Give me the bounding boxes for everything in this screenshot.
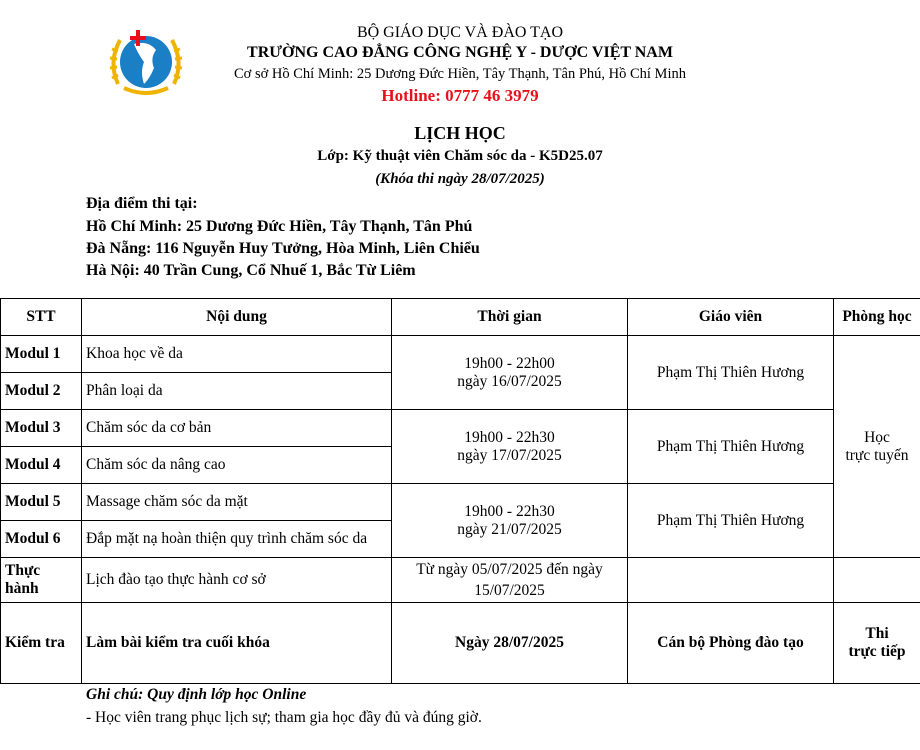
header-content: Nội dung — [82, 299, 392, 336]
row-content: Đắp mặt nạ hoàn thiện quy trình chăm sóc da — [82, 521, 392, 558]
ministry-name: BỘ GIÁO DỤC VÀ ĐÀO TẠO — [356, 24, 564, 41]
time-date: ngày 21/07/2025 — [457, 520, 562, 538]
row-stt: Modul 6 — [1, 521, 82, 558]
table-row — [1, 558, 920, 603]
practice-time-cell — [392, 558, 628, 603]
exam-room-cell — [834, 603, 920, 684]
row-content: Làm bài kiểm tra cuối khóa — [82, 603, 392, 684]
exam-room-line-2: trực tiếp — [848, 643, 906, 660]
school-name: TRƯỜNG CAO ĐẲNG CÔNG NGHỆ Y - DƯỢC VIỆT NAM — [247, 44, 673, 61]
hotline: Hotline: 0777 46 3979 — [381, 86, 539, 105]
exam-time-cell: Ngày 28/07/2025 — [392, 603, 628, 684]
practice-room-cell — [834, 558, 920, 603]
row-stt: Modul 3 — [1, 410, 82, 447]
header-time: Thời gian — [392, 299, 628, 336]
row-stt: Kiểm tra — [1, 603, 82, 684]
time-range: 19h00 - 22h30 — [464, 502, 555, 520]
table-row — [1, 603, 920, 684]
time-date: ngày 16/07/2025 — [457, 372, 562, 390]
notes-item: - Học viên trang phục lịch sự; tham gia học đầy đủ và đúng giờ. — [86, 709, 482, 726]
row-stt: Modul 5 — [1, 484, 82, 521]
row-stt: Modul 4 — [1, 447, 82, 484]
exam-teacher-cell: Cán bộ Phòng đào tạo — [628, 603, 834, 684]
exam-room-line-1: Thi — [865, 625, 889, 642]
practice-time-line-1: Từ ngày 05/07/2025 đến ngày — [416, 561, 603, 578]
row-content: Lịch đào tạo thực hành cơ sở — [82, 558, 392, 603]
row-stt: Modul 2 — [1, 373, 82, 410]
row-content: Chăm sóc da nâng cao — [82, 447, 392, 484]
header-teacher: Giáo viên — [628, 299, 834, 336]
practice-teacher-cell — [628, 558, 834, 603]
location-hcm: Hồ Chí Minh: 25 Dương Đức Hiền, Tây Thạnh, Tân Phú — [86, 218, 473, 235]
row-content: Chăm sóc da cơ bản — [82, 410, 392, 447]
page-title: LỊCH HỌC — [414, 123, 506, 143]
schedule-table — [0, 298, 920, 684]
notes-title: Ghi chú: Quy định lớp học Online — [86, 686, 307, 703]
practice-time-line-2: 15/07/2025 — [474, 582, 545, 599]
room-line-2: trực tuyến — [845, 446, 909, 464]
header-room: Phòng học — [834, 299, 920, 336]
class-name: Lớp: Kỹ thuật viên Chăm sóc da - K5D25.07 — [317, 148, 603, 164]
table-row — [1, 336, 920, 373]
row-content: Phân loại da — [82, 373, 392, 410]
room-cell — [834, 336, 920, 558]
header-stt: STT — [1, 299, 82, 336]
time-date: ngày 17/07/2025 — [457, 446, 562, 464]
teacher-cell: Phạm Thị Thiên Hương — [628, 336, 834, 410]
room-line-1: Học — [864, 428, 890, 446]
location-hn: Hà Nội: 40 Trần Cung, Cổ Nhuế 1, Bắc Từ Liêm — [86, 262, 416, 279]
location-dn: Đà Nẵng: 116 Nguyễn Huy Tưởng, Hòa Minh, Liên Chiểu — [86, 240, 480, 257]
time-range: 19h00 - 22h30 — [464, 428, 555, 446]
time-cell — [392, 336, 628, 410]
time-cell — [392, 410, 628, 484]
exam-date: (Khóa thi ngày 28/07/2025) — [375, 171, 545, 187]
row-stt: Thực hành — [1, 558, 82, 603]
row-content: Massage chăm sóc da mặt — [82, 484, 392, 521]
school-address: Cơ sở Hồ Chí Minh: 25 Dương Đức Hiền, Tây Thạnh, Tân Phú, Hồ Chí Minh — [234, 66, 686, 82]
time-range: 19h00 - 22h00 — [464, 354, 555, 372]
row-stt: Modul 1 — [1, 336, 82, 373]
locations-label: Địa điểm thi tại: — [86, 195, 198, 212]
row-content: Khoa học về da — [82, 336, 392, 373]
table-row — [1, 484, 920, 521]
time-cell — [392, 484, 628, 558]
table-row — [1, 410, 920, 447]
teacher-cell: Phạm Thị Thiên Hương — [628, 484, 834, 558]
teacher-cell: Phạm Thị Thiên Hương — [628, 410, 834, 484]
table-header-row — [1, 299, 920, 336]
